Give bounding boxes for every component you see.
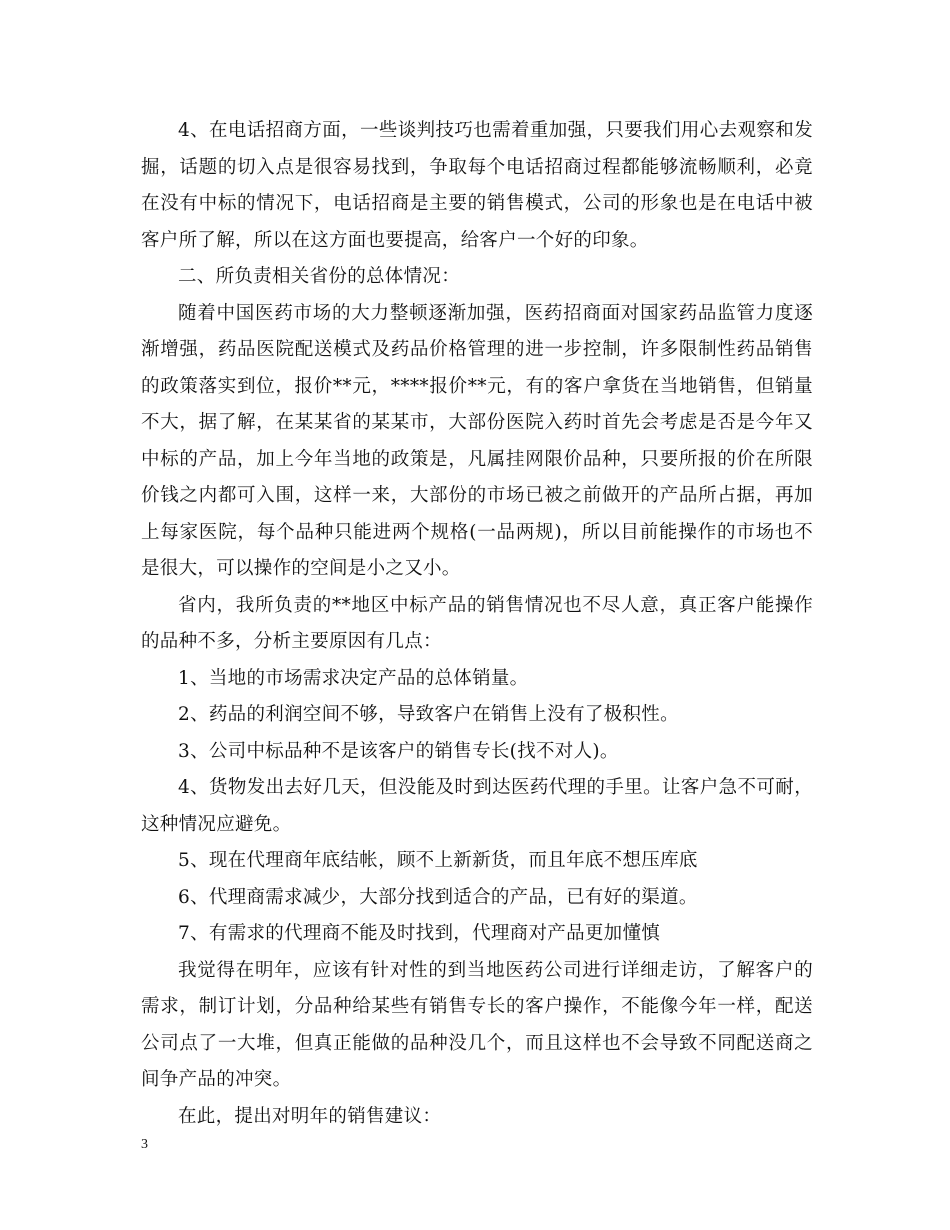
list-item-reason-4: 4、货物发出去好几天，但没能及时到达医药代理的手里。让客户急不可耐，这种情况应避免。 (141, 777, 813, 835)
paragraph-sales-suggestions-intro: 在此，提出对明年的销售建议： (178, 1105, 442, 1127)
list-item-reason-3: 3、公司中标品种不是该客户的销售专长(找不对人)。 (178, 740, 619, 762)
list-item-reason-1: 1、当地的市场需求决定产品的总体销量。 (178, 667, 529, 689)
list-item-reason-6: 6、代理商需求减少，大部分找到适合的产品，已有好的渠道。 (178, 886, 698, 908)
document-body (141, 113, 813, 1135)
page-number: 3 (141, 1137, 148, 1152)
list-item-reason-7: 7、有需求的代理商不能及时找到，代理商对产品更加懂慎 (178, 923, 661, 944)
section-heading-province-overview: 二、所负责相关省份的总体情况： (178, 266, 461, 287)
paragraph-phone-recruitment: 4、在电话招商方面，一些谈判技巧也需着重加强，只要我们用心去观察和发掘，话题的切入点是很容易找到，争取每个电话招商过程都能够流畅顺利，必竟在没有中标的情况下，电话招商是主要的销售模式，公司的形象也是在电话中被客户所了解，所以在这方面也要提高，给客户一个好的印象。 (141, 120, 813, 251)
list-item-reason-2: 2、药品的利润空间不够，导致客户在销售上没有了极积性。 (178, 704, 679, 725)
paragraph-next-year-plan: 我觉得在明年，应该有针对性的到当地医药公司进行详细走访，了解客户的需求，制订计划，分品种给某些有销售专长的客户操作，不能像今年一样，配送公司点了一大堆，但真正能做的品种没几个，而且这样也不会导致不同配送商之间争产品的冲突。 (141, 959, 813, 1090)
paragraph-in-province-sales: 省内，我所负责的**地区中标产品的销售情况也不尽人意，真正客户能操作的品种不多，分析主要原因有几点： (141, 594, 813, 652)
list-item-reason-5: 5、现在代理商年底结帐，顾不上新新货，而且年底不想压库底 (178, 850, 698, 871)
paragraph-market-situation: 随着中国医药市场的大力整顿逐渐加强，医药招商面对国家药品监管力度逐渐增强，药品医院配送模式及药品价格管理的进一步控制，许多限制性药品销售的政策落实到位，报价**元，****报价**元，有的客户拿货在当地销售，但销量不大，据了解，在某某省的某某市，大部份医院入药时首先会考虑是否是今年又中标的产品，加上今年当地的政策是，凡属挂网限价品种，只要所报的价在所限价钱之内都可入围，这样一来，大部份的市场已被之前做开的产品所占据，再加上每家医院，每个品种只能进两个规格(一品两规)，所以目前能操作的市场也不是很大，可以操作的空间是小之又小。 (141, 302, 813, 579)
